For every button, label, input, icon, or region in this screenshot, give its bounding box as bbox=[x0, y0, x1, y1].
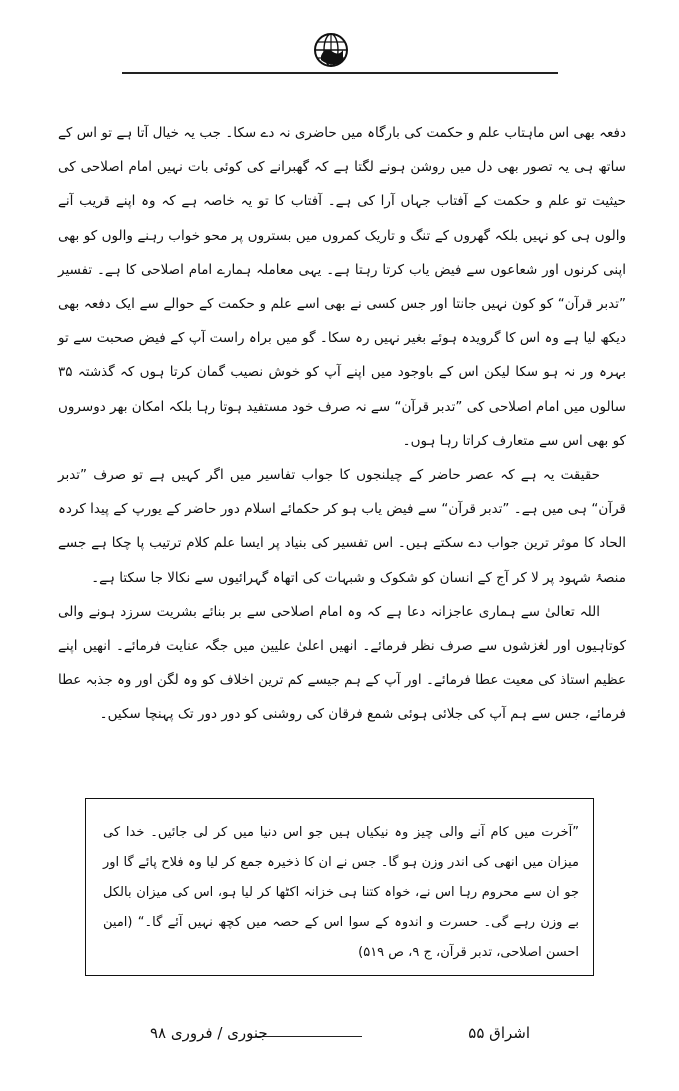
article-body bbox=[58, 116, 626, 732]
globe-emblem-icon bbox=[313, 32, 349, 68]
footer-publication: اشراق ۵۵ bbox=[468, 1024, 530, 1042]
page-footer bbox=[150, 1024, 530, 1048]
footer-rule bbox=[256, 1036, 362, 1037]
paragraph-3: اللہ تعالیٰ سے ہماری عاجزانہ دعا ہے کہ وہ امام اصلاحی سے بر بنائے بشریت سرزد ہونے والی کوتاہیوں اور لغزشوں سے صرف نظر فرمائے۔ انھیں اعلیٰ علیین میں جگہ عنایت فرمائے۔ انھیں اپنے عظیم استاذ کی معیت عطا فرمائے۔ اور آپ کے ہم جیسے کم ترین اخلاف کو وہ لگن اور وہ جذبہ عطا فرمائے، جس سے ہم آپ کی جلائی ہوئی شمع فرقان کی روشنی کو دور دور تک پہنچا سکیں۔ bbox=[58, 603, 626, 723]
footer-issue-date: جنوری / فروری ۹۸ bbox=[150, 1024, 268, 1042]
header-rule bbox=[122, 72, 558, 74]
quote-text-block bbox=[103, 818, 579, 968]
paragraph-1: دفعہ بھی اس ماہتاب علم و حکمت کی بارگاہ میں حاضری نہ دے سکا۔ جب یہ خیال آتا ہے تو اس کے ساتھ ہی یہ تصور بھی دل میں روشن ہونے لگتا ہے کہ گھبرانے کی کوئی بات نہیں امام اصلاحی کی حیثیت تو علم و حکمت کے آفتاب جہاں آرا کی ہے۔ آفتاب کا تو یہ خاصہ ہے کہ وہ اپنے قریب آنے والوں ہی کو نہیں بلکہ گھروں کے تنگ و تاریک کمروں میں بستروں پر محو خواب رہنے والوں کو بھی اپنی کرنوں اور شعاعوں سے فیض یاب کرتا رہتا ہے۔ یہی معاملہ ہمارے امام اصلاحی کا ہے۔ تفسیر ”تدبر قرآن“ کو کون نہیں جانتا اور جس کسی نے بھی اسے علم و حکمت کے حوالے سے ایک دفعہ بھی دیکھ لیا ہے وہ اس کا گرویدہ ہوئے بغیر نہیں رہ سکا۔ گو میں براہ راست آپ کے فیض صحبت سے تو بہرہ ور نہ ہو سکا لیکن اس کے باوجود میں اپنے آپ کو خوش نصیب گمان کرتا ہوں کہ گذشتہ ۳۵ سالوں میں امام اصلاحی کی ”تدبر قرآن“ سے نہ صرف خود مستفید ہوتا رہا بلکہ امکان بھر دوسروں کو بھی اس سے متعارف کراتا رہا ہوں۔ bbox=[58, 125, 626, 449]
paragraph-2: حقیقت یہ ہے کہ عصر حاضر کے چیلنجوں کا جواب تفاسیر میں اگر کہیں ہے تو صرف ”تدبر قرآن“ ہی میں ہے۔ ”تدبر قرآن“ سے فیض یاب ہو کر حکمائے اسلام دور حاضر کے یورپ کے پیدا کردہ الحاد کا موثر ترین جواب دے سکتے ہیں۔ اس تفسیر کی بنیاد پر ایسا علم کلام ترتیب پا چکا ہے جسے منصۂ شہود پر لا کر آج کے انسان کو شکوک و شبہات کی اتھاہ گہرائیوں سے نکالا جا سکتا ہے۔ bbox=[58, 467, 626, 586]
quote-text: ”آخرت میں کام آنے والی چیز وہ نیکیاں ہیں جو اس دنیا میں کر لی جائیں۔ خدا کی میزان میں انھی کی اندر وزن ہو گا۔ جس نے ان کا ذخیرہ جمع کر لیا وہ فلاح پائے گا اور جو ان سے محروم رہا اس نے، خواہ کتنا ہی خزانہ اکٹھا کر لیا ہو، اس کی میزان بالکل بے وزن رہے گی۔ حسرت و اندوہ کے سوا اس کے حصہ میں کچھ نہیں آئے گا۔“ (امین احسن اصلاحی، تدبر قرآن، ج ۹، ص ۵۱۹) bbox=[103, 825, 579, 960]
